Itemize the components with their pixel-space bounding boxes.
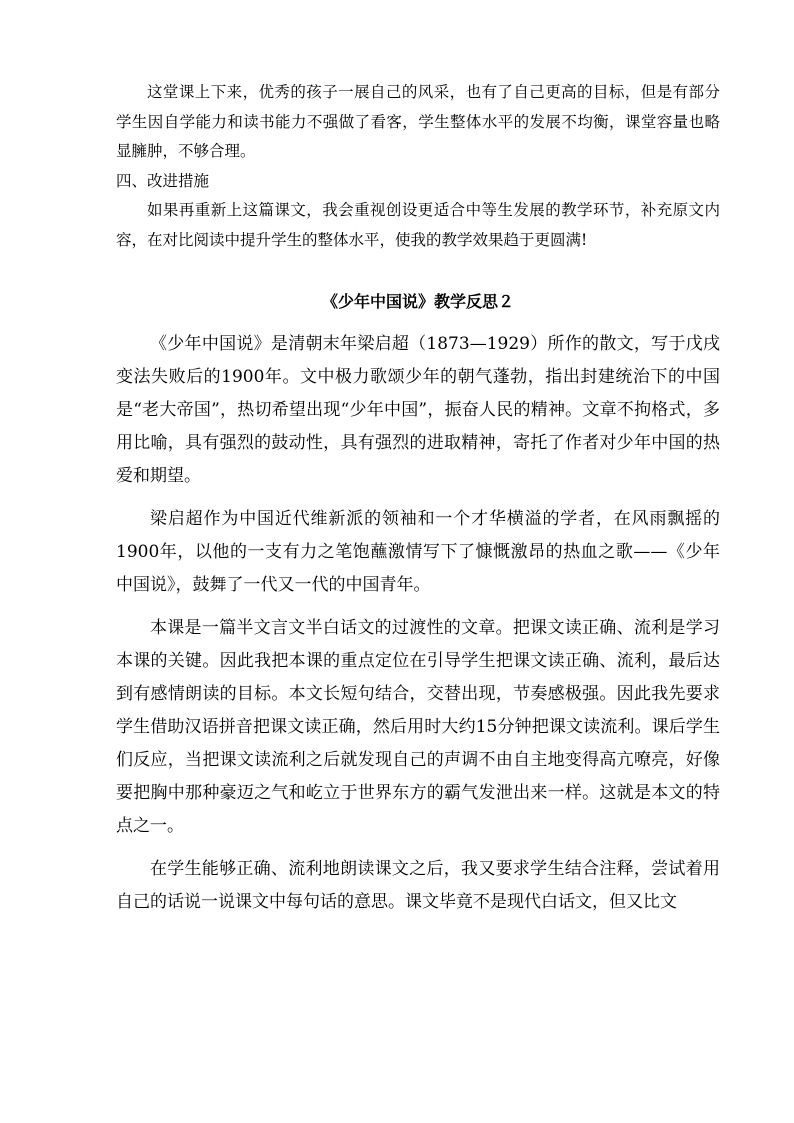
section-heading-improvement: 四、改进措施	[116, 171, 210, 190]
body-paragraph-3: 本课是一篇半文言文半白话文的过渡性的文章。把课文读正确、流利是学习本课的关键。因此我把本课的重点定位在引导学生把课文读正确、流利，最后达到有感情朗读的目标。本文长短句结合，交替出现，节奏感极强。因此我先要求学生借助汉语拼音把课文读正确，然后用时大约15分钟把课文读流利。课后学生们反应，当把课文读流利之后就发现自己的声调不由自主地变得高亢嘹亮，好像要把胸中那种豪迈之气和屹立于世界东方的霸气发泄出来一样。这就是本文的特点之一。	[116, 618, 720, 836]
summary-paragraph: 这堂课上下来，优秀的孩子一展自己的风采，也有了自己更高的目标，但是有部分学生因自学能力和读书能力不强做了看客，学生整体水平的发展不均衡，课堂容量也略显臃肿，不够合理。	[116, 83, 720, 160]
previous-section	[116, 78, 720, 255]
body-paragraph-4: 在学生能够正确、流利地朗读课文之后，我又要求学生结合注释，尝试着用自己的话说一说课文中每句话的意思。课文毕竟不是现代白话文，但又比文	[116, 859, 720, 912]
body-paragraph-2: 梁启超作为中国近代维新派的领袖和一个才华横溢的学者，在风雨飘摇的1900年，以他的一支有力之笔饱蘸激情写下了慷慨激昂的热血之歌——《少年中国说》，鼓舞了一代又一代的中国青年。	[116, 509, 720, 595]
improvement-paragraph: 如果再重新上这篇课文，我会重视创设更适合中等生发展的教学环节，补充原文内容，在对比阅读中提升学生的整体水平，使我的教学效果趋于更圆满!	[116, 201, 720, 249]
reflection-body	[116, 328, 720, 929]
body-paragraph-1: 《少年中国说》是清朝末年梁启超（1873—1929）所作的散文，写于戊戌变法失败后的1900年。文中极力歌颂少年的朝气蓬勃，指出封建统治下的中国是“老大帝国”，热切希望出现“少年中国”，振奋人民的精神。文章不拘格式，多用比喻，具有强烈的鼓动性，具有强烈的进取精神，寄托了作者对少年中国的热爱和期望。	[116, 334, 720, 486]
document-title: 《少年中国说》教学反思２	[321, 292, 514, 311]
